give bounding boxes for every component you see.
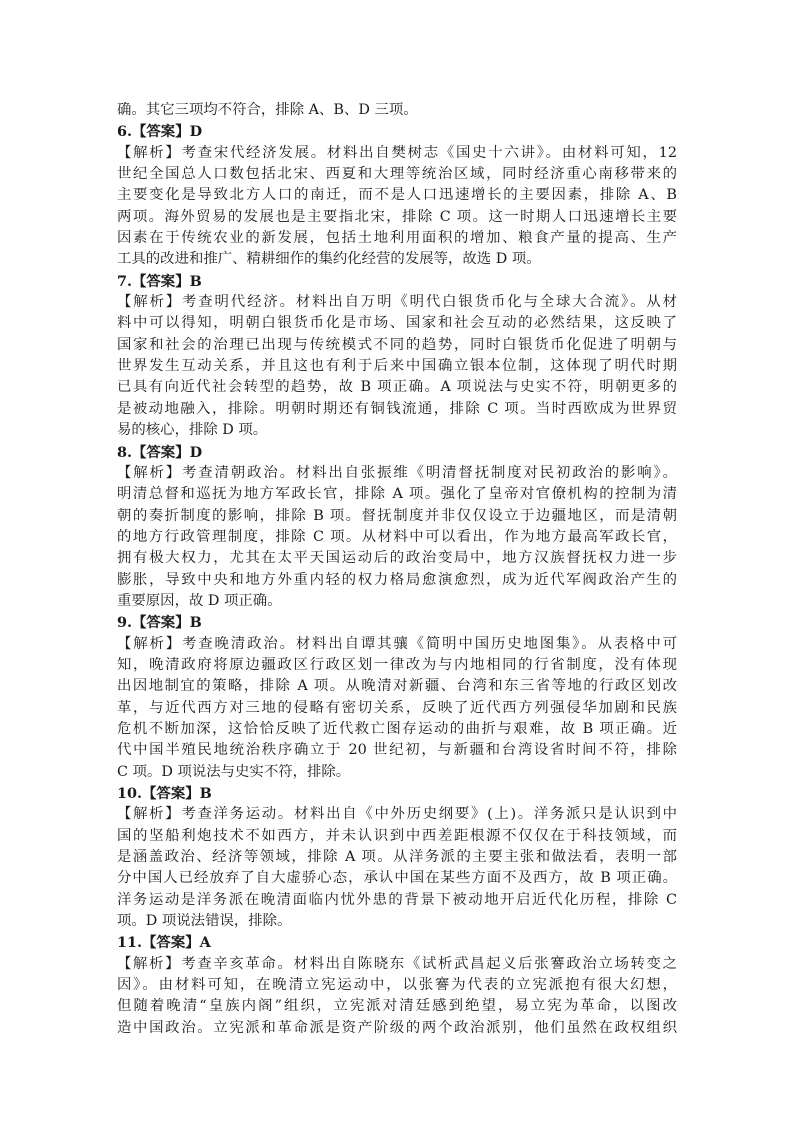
text-line: 确。其它三项均不符合，排除 A、B、D 三项。 — [117, 102, 418, 118]
text-line: 工具的改进和推广、精耕细作的集约化经营的发展等，故选 D 项。 — [117, 251, 541, 268]
text-line: 世界发生互动关系，并且这也有利于后来中国确立银本位制，这体现了明代时期 — [117, 358, 677, 375]
text-line: 革，与近代西方对三地的侵略有密切关系，反映了近代西方列强侵华加剧和民族 — [117, 699, 677, 716]
text-line: 【解析】考查明代经济。材料出自万明《明代白银货币化与全球大合流》。从材 — [117, 294, 677, 311]
text-line: 国家和社会的治理已出现与传统模式不同的趋势，同时白银货币化促进了明朝与 — [117, 336, 677, 353]
text-line: 危机不断加深，这恰恰反映了近代救亡图存运动的曲折与艰难，故 B 项正确。近 — [117, 720, 677, 737]
text-line: 【解析】考查清朝政治。材料出自张振维《明清督抚制度对民初政治的影响》。 — [117, 464, 677, 481]
text-line: 洋务运动是洋务派在晚清面临内忧外患的背景下被动地开启近代化历程，排除 C — [117, 891, 677, 908]
text-line: 但随着晚清“皇族内阁”组织，立宪派对清廷感到绝望，易立宪为革命，以图改 — [117, 998, 677, 1015]
text-line: 因素在于传统农业的新发展，包括土地利用面积的增加、粮食产量的提高、生产 — [117, 230, 677, 247]
text-line: 【解析】考查洋务运动。材料出自《中外历史纲要》(上)。洋务派只是认识到中 — [117, 806, 677, 823]
text-line: 明清总督和巡抚为地方军政长官，排除 A 项。强化了皇帝对官僚机构的控制为清 — [117, 486, 677, 503]
text-line: 是被动地融入，排除。明朝时期还有铜钱流通，排除 C 项。当时西欧成为世界贸 — [117, 400, 677, 417]
text-line: 是涵盖政治、经济等领域，排除 A 项。从洋务派的主要主张和做法看，表明一部 — [117, 849, 677, 866]
text-line: C 项。D 项说法与史实不符，排除。 — [117, 763, 351, 780]
text-line: 易的核心，排除 D 项。 — [117, 422, 268, 439]
text-line: 的地方行政管理制度，排除 C 项。从材料中可以看出，作为地方最高军政长官， — [117, 528, 677, 545]
text-line: 出因地制宜的策略，排除 A 项。从晚清对新疆、台湾和东三省等地的行政区划改 — [117, 678, 677, 695]
answer-heading-7: 7.【答案】B — [117, 272, 202, 290]
text-line: 两项。海外贸易的发展也是主要指北宋，排除 C 项。这一时期人口迅速增长主要 — [117, 208, 677, 225]
answer-heading-10: 10.【答案】B — [117, 785, 212, 802]
text-line: 料中可以得知，明朝白银货币化是市场、国家和社会互动的必然结果，这反映了 — [117, 315, 677, 332]
text-line: 分中国人已经放弃了自大虚骄心态，承认中国在某些方面不及西方，故 B 项正确。 — [117, 870, 677, 887]
answer-heading-8: 8.【答案】D — [117, 443, 203, 461]
text-line: 膨胀，导致中央和地方外重内轻的权力格局愈演愈烈，成为近代军阀政治产生的 — [117, 571, 677, 588]
text-line: 重要原因，故 D 项正确。 — [117, 592, 282, 609]
text-line: 造中国政治。立宪派和革命派是资产阶级的两个政治派别，他们虽然在政权组织 — [117, 1019, 677, 1036]
text-line: 项。D 项说法错误，排除。 — [117, 913, 292, 930]
answer-heading-6: 6.【答案】D — [117, 123, 203, 141]
text-line: 世纪全国总人口数包括北宋、西夏和大理等统治区域，同时经济重心南移带来的 — [117, 166, 677, 183]
text-line: 已具有向近代社会转型的趋势，故 B 项正确。A 项说法与史实不符，明朝更多的 — [117, 379, 677, 396]
text-line: 【解析】考查晚清政治。材料出自谭其骧《简明中国历史地图集》。从表格中可 — [117, 635, 677, 652]
text-line: 【解析】考查辛亥革命。材料出自陈晓东《试析武昌起义后张謇政治立场转变之 — [117, 955, 677, 972]
text-line: 朝的奏折制度的影响，排除 B 项。督抚制度并非仅仅设立于边疆地区，而是清朝 — [117, 507, 677, 524]
text-line: 国的坚船利炮技术不如西方，并未认识到中西差距根源不仅仅在于科技领域，而 — [117, 827, 677, 844]
text-line: 【解析】考查宋代经济发展。材料出自樊树志《国史十六讲》。由材料可知，12 — [117, 144, 677, 161]
text-line: 知，晚清政府将原边疆政区行政区划一律改为与内地相同的行省制度，没有体现 — [117, 656, 677, 673]
text-line: 代中国半殖民地统治秩序确立于 20 世纪初，与新疆和台湾设省时间不符，排除 — [117, 742, 677, 759]
answer-heading-11: 11.【答案】A — [117, 934, 211, 952]
answer-heading-9: 9.【答案】B — [117, 614, 202, 632]
document-page — [117, 100, 677, 1039]
text-line: 拥有极大权力，尤其在太平天国运动后的政治变局中，地方汉族督抚权力进一步 — [117, 550, 677, 567]
text-line: 因》。由材料可知，在晚清立宪运动中，以张謇为代表的立宪派抱有很大幻想， — [117, 977, 677, 994]
text-line: 主要变化是导致北方人口的南迁，而不是人口迅速增长的主要因素，排除 A、B — [117, 187, 677, 204]
